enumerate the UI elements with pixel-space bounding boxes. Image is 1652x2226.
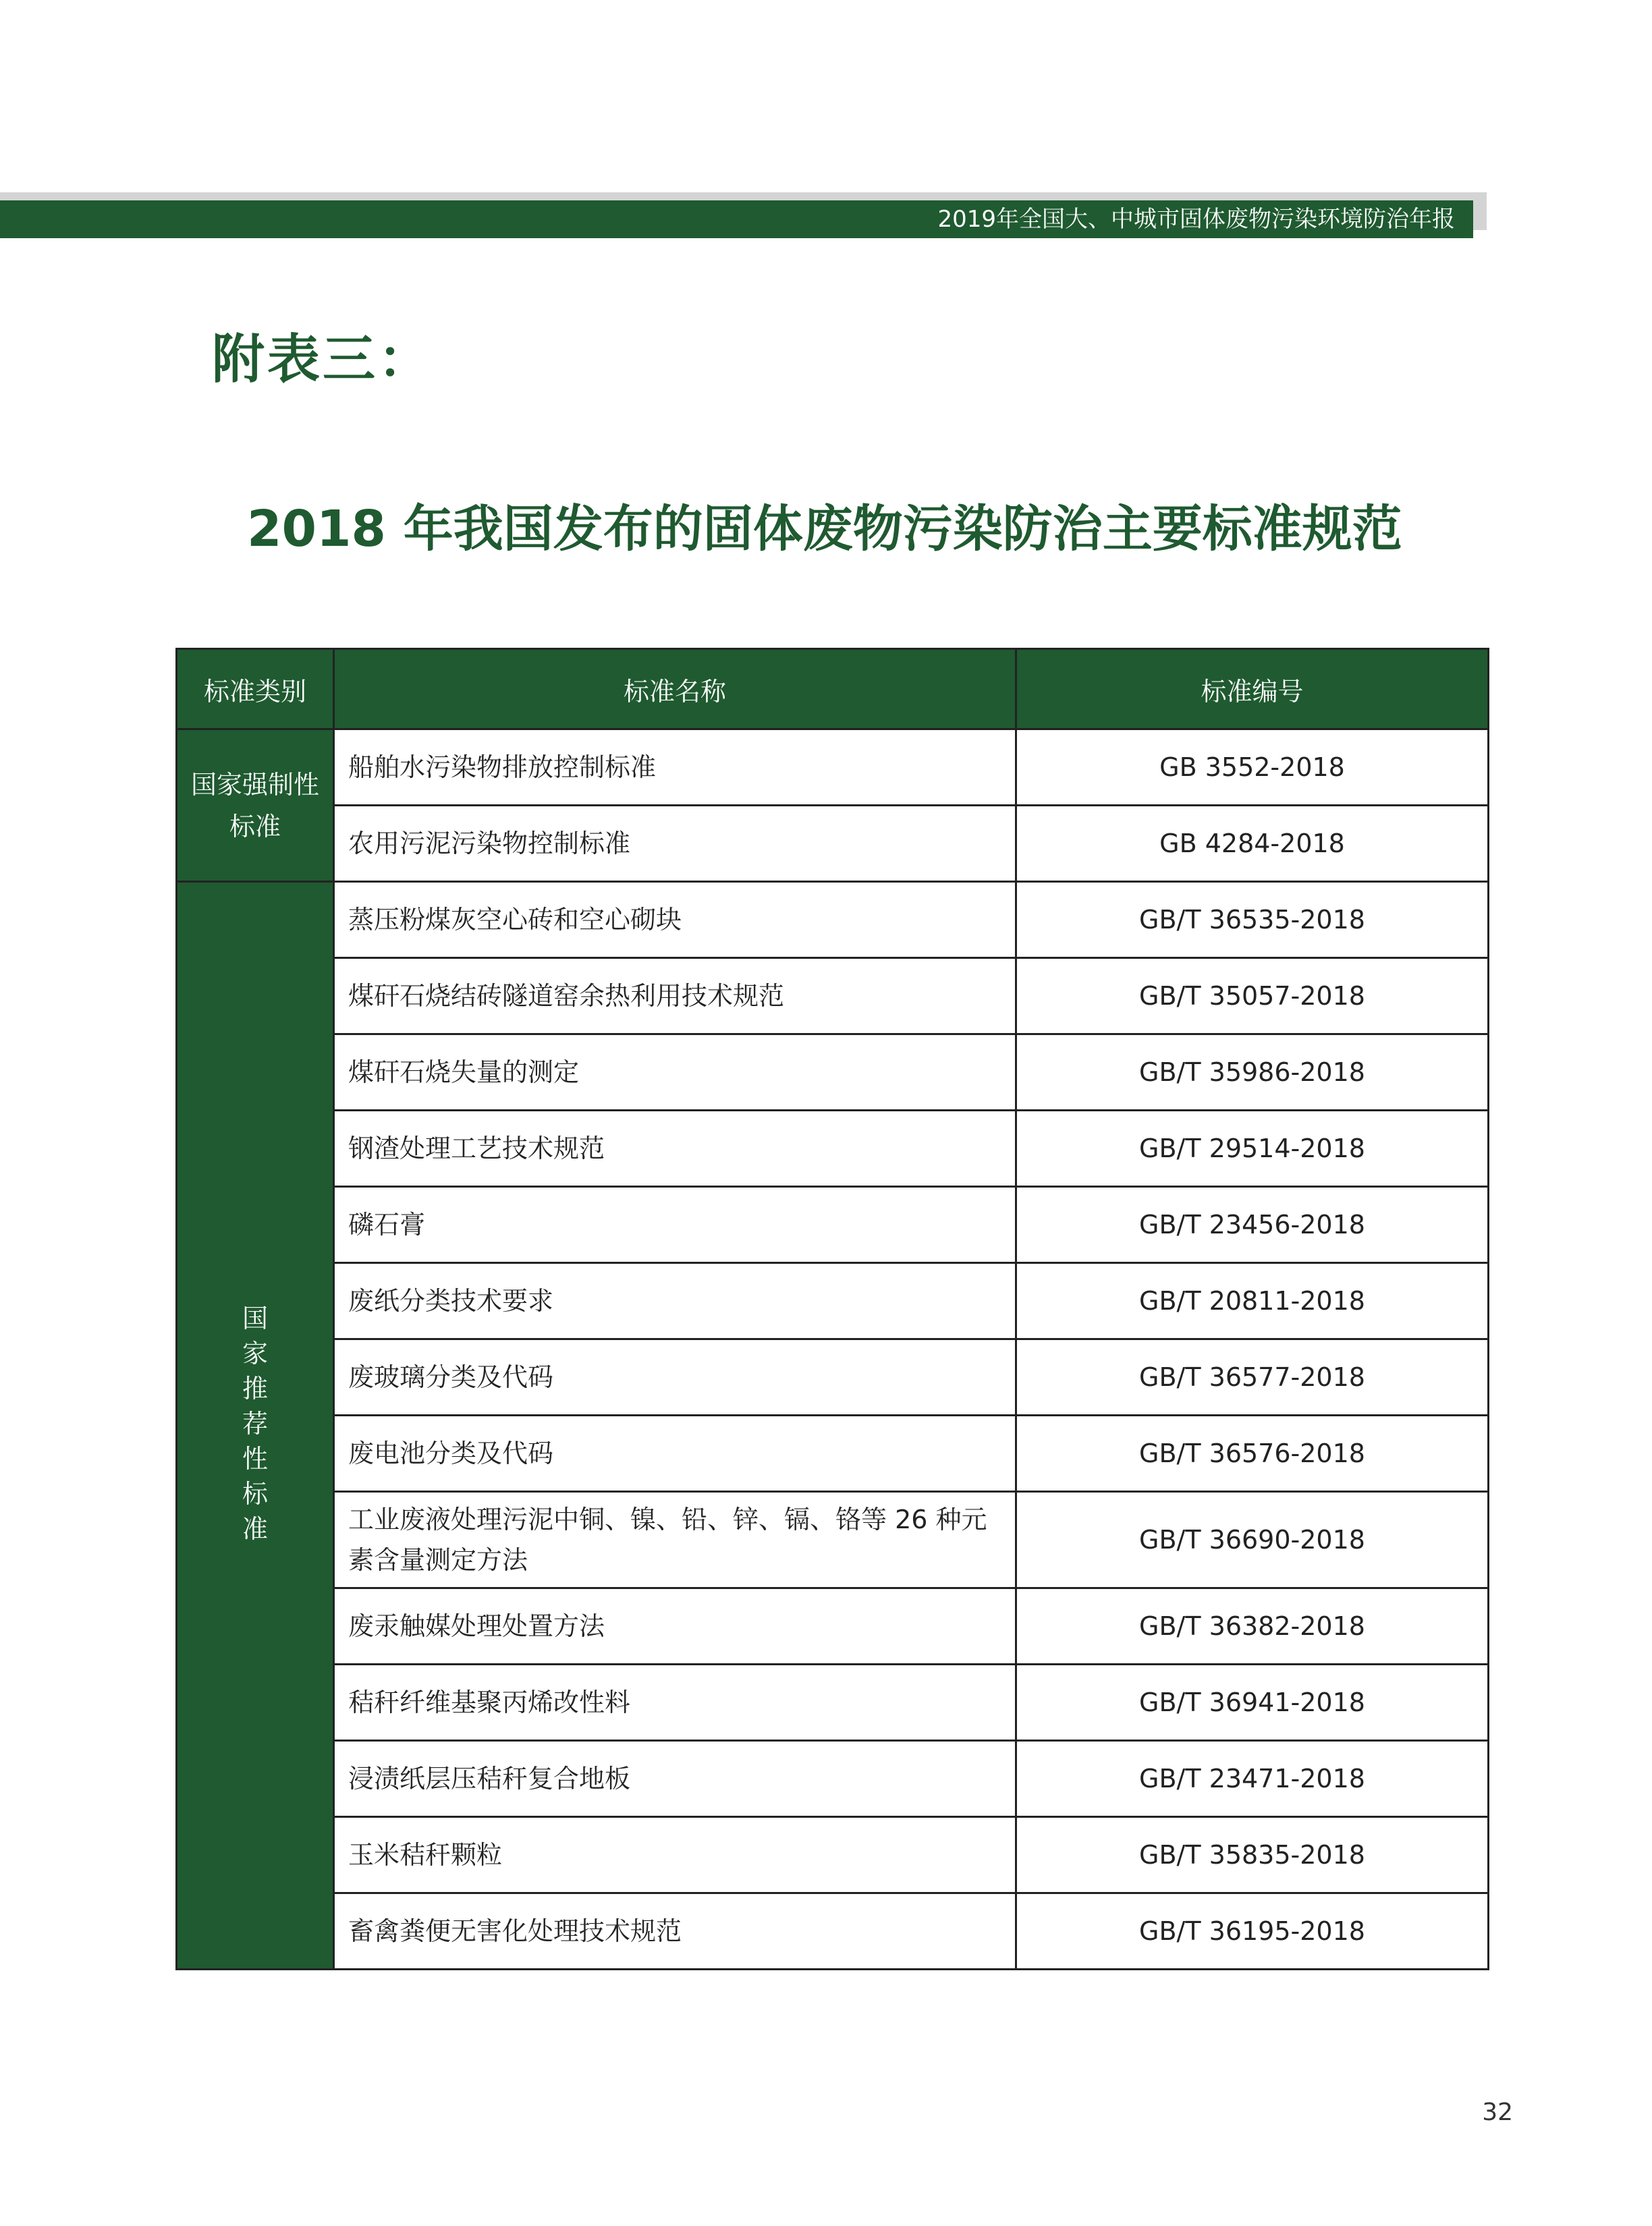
- page-number: 32: [1482, 2098, 1513, 2126]
- table-row: [177, 1588, 1489, 1665]
- standard-code: GB/T 36382-2018: [1016, 1588, 1489, 1665]
- standard-code: GB 4284-2018: [1016, 806, 1489, 882]
- standard-code: GB/T 36195-2018: [1016, 1893, 1489, 1970]
- standard-code: GB/T 23456-2018: [1016, 1187, 1489, 1263]
- category-label: 国家推荐性标准: [242, 1304, 268, 1544]
- appendix-title: 附表三：: [212, 329, 434, 390]
- standard-name: 畜禽粪便无害化处理技术规范: [334, 1893, 1016, 1970]
- standard-code: GB/T 36535-2018: [1016, 882, 1489, 958]
- standard-code: GB/T 36576-2018: [1016, 1416, 1489, 1492]
- category-label: 国家强制性标准: [191, 769, 320, 841]
- table-row: [177, 1665, 1489, 1741]
- table-row: [177, 1263, 1489, 1339]
- table-row: [177, 729, 1489, 806]
- standard-code: GB/T 36941-2018: [1016, 1665, 1489, 1741]
- standard-code: GB/T 36577-2018: [1016, 1339, 1489, 1416]
- table-row: [177, 1741, 1489, 1817]
- table-row: [177, 1416, 1489, 1492]
- standard-code: GB/T 35057-2018: [1016, 958, 1489, 1034]
- standard-code: GB/T 20811-2018: [1016, 1263, 1489, 1339]
- standard-code: GB/T 35835-2018: [1016, 1817, 1489, 1893]
- standard-name: 煤矸石烧结砖隧道窑余热利用技术规范: [334, 958, 1016, 1034]
- table-row: [177, 1339, 1489, 1416]
- table-row: [177, 1111, 1489, 1187]
- standard-code: GB/T 35986-2018: [1016, 1034, 1489, 1111]
- standard-name: 废汞触媒处理处置方法: [334, 1588, 1016, 1665]
- standard-name: 玉米秸秆颗粒: [334, 1817, 1016, 1893]
- standards-table: [175, 648, 1489, 1970]
- table-row: [177, 1492, 1489, 1588]
- table-row: [177, 1817, 1489, 1893]
- standard-name: 浸渍纸层压秸秆复合地板: [334, 1741, 1016, 1817]
- table-row: [177, 806, 1489, 882]
- standard-code: GB 3552-2018: [1016, 729, 1489, 806]
- table-row: [177, 1187, 1489, 1263]
- header-code: 标准编号: [1016, 649, 1489, 729]
- category-recommended: [177, 882, 334, 1970]
- standard-name: 废纸分类技术要求: [334, 1263, 1016, 1339]
- standard-name: 煤矸石烧失量的测定: [334, 1034, 1016, 1111]
- standard-name: 磷石膏: [334, 1187, 1016, 1263]
- document-title: 2018 年我国发布的固体废物污染防治主要标准规范: [247, 500, 1402, 558]
- table-row: [177, 882, 1489, 958]
- standard-name: 废玻璃分类及代码: [334, 1339, 1016, 1416]
- report-title: 2019年全国大、中城市固体废物污染环境防治年报: [937, 206, 1455, 233]
- header-category: 标准类别: [177, 649, 334, 729]
- standard-name: 农用污泥污染物控制标准: [334, 806, 1016, 882]
- standard-name: 船舶水污染物排放控制标准: [334, 729, 1016, 806]
- standard-code: GB/T 36690-2018: [1016, 1492, 1489, 1588]
- header-name: 标准名称: [334, 649, 1016, 729]
- standard-code: GB/T 29514-2018: [1016, 1111, 1489, 1187]
- standard-name: 钢渣处理工艺技术规范: [334, 1111, 1016, 1187]
- standard-name: 工业废液处理污泥中铜、镍、铅、锌、镉、铬等 26 种元素含量测定方法: [334, 1492, 1016, 1588]
- standard-name: 废电池分类及代码: [334, 1416, 1016, 1492]
- standard-name: 蒸压粉煤灰空心砖和空心砌块: [334, 882, 1016, 958]
- table-row: [177, 1034, 1489, 1111]
- standard-name: 秸秆纤维基聚丙烯改性料: [334, 1665, 1016, 1741]
- table-row: [177, 958, 1489, 1034]
- standard-code: GB/T 23471-2018: [1016, 1741, 1489, 1817]
- table-header-row: [177, 649, 1489, 729]
- table-row: [177, 1893, 1489, 1970]
- category-mandatory: [177, 729, 334, 882]
